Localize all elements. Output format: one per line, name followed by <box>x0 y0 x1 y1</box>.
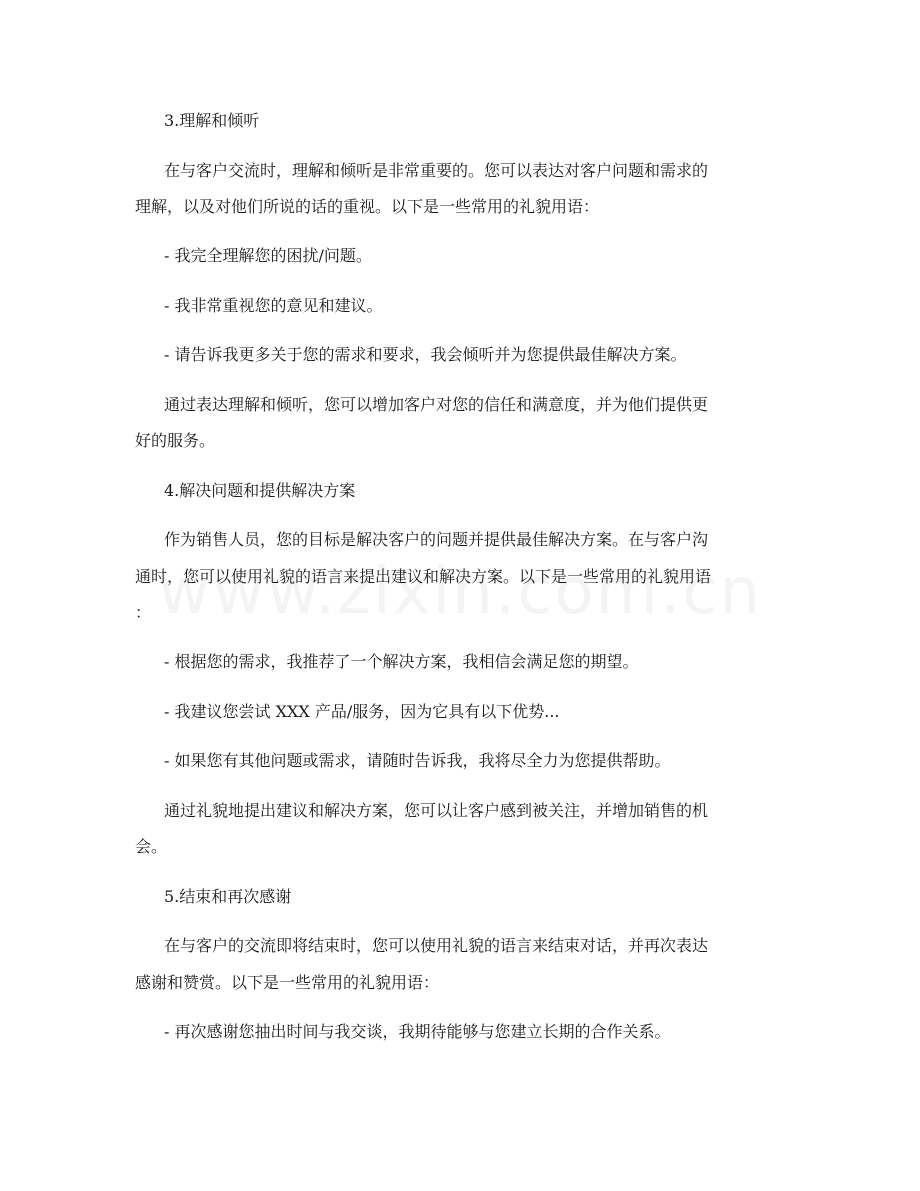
paragraph-line: 在与客户的交流即将结束时，您可以使用礼貌的语言来结束对话，并再次表达 <box>164 936 709 955</box>
bullet-item: - 再次感谢您抽出时间与我交谈，我期待能够与您建立长期的合作关系。 <box>164 1022 671 1041</box>
bullet-item: - 我建议您尝试 XXX 产品/服务，因为它具有以下优势... <box>164 702 560 721</box>
paragraph-line: 通过礼貌地提出建议和解决方案，您可以让客户感到被关注，并增加销售的机 <box>164 801 709 820</box>
bullet-item: - 我非常重视您的意见和建议。 <box>164 296 383 315</box>
paragraph-line: 在与客户交流时，理解和倾听是非常重要的。您可以表达对客户问题和需求的 <box>164 161 709 180</box>
section-heading: 4.解决问题和提供解决方案 <box>164 481 356 500</box>
section-heading: 3.理解和倾听 <box>164 111 260 130</box>
paragraph-line: 通时，您可以使用礼貌的语言来提出建议和解决方案。以下是一些常用的礼貌用语 <box>135 567 712 586</box>
paragraph-line: 作为销售人员，您的目标是解决客户的问题并提供最佳解决方案。在与客户沟 <box>164 530 709 549</box>
paragraph-line: 感谢和赞赏。以下是一些常用的礼貌用语： <box>135 973 440 992</box>
bullet-item: - 我完全理解您的困扰/问题。 <box>164 246 372 265</box>
paragraph-line: ： <box>135 603 152 622</box>
section-heading: 5.结束和再次感谢 <box>164 887 292 906</box>
bullet-item: - 根据您的需求，我推荐了一个解决方案，我相信会满足您的期望。 <box>164 652 639 671</box>
paragraph-line: 会。 <box>135 837 168 856</box>
paragraph-line: 理解，以及对他们所说的话的重视。以下是一些常用的礼貌用语： <box>135 197 600 216</box>
paragraph-line: 通过表达理解和倾听，您可以增加客户对您的信任和满意度，并为他们提供更 <box>164 395 709 414</box>
paragraph-line: 好的服务。 <box>135 431 216 450</box>
bullet-item: - 如果您有其他问题或需求，请随时告诉我，我将尽全力为您提供帮助。 <box>164 751 671 770</box>
bullet-item: - 请告诉我更多关于您的需求和要求，我会倾听并为您提供最佳解决方案。 <box>164 345 687 364</box>
